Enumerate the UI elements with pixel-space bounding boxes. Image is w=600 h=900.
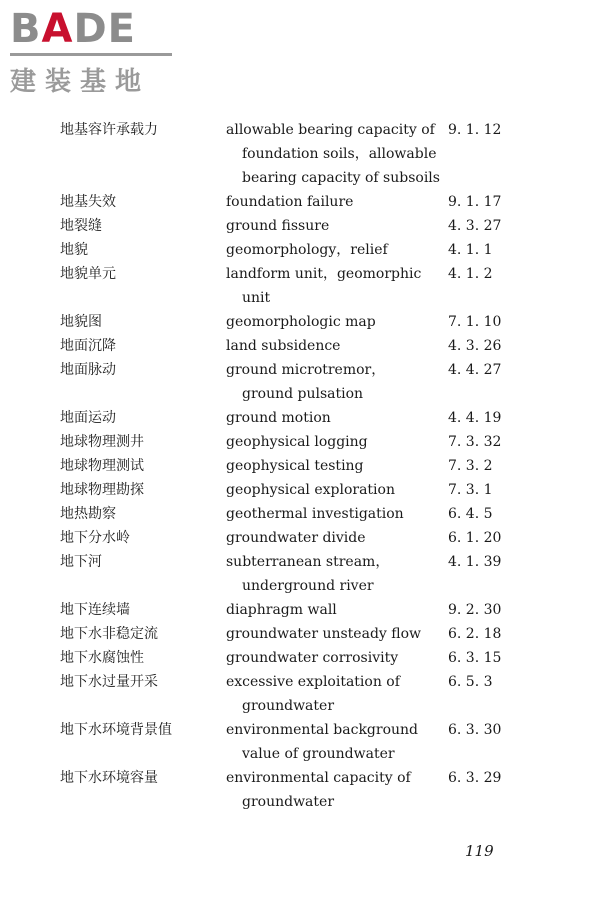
glossary-entry <box>0 502 600 526</box>
brand-logo <box>8 6 178 96</box>
entry-definition <box>226 622 441 646</box>
entry-definition <box>226 454 441 478</box>
entry-definition <box>226 406 441 430</box>
glossary-entry <box>0 526 600 550</box>
definition-line: groundwater unsteady flow <box>226 626 422 642</box>
entry-term: 地貌单元 <box>60 266 116 282</box>
definition-line: ground motion <box>226 410 331 426</box>
definition-line: value of groundwater <box>242 746 395 762</box>
entry-definition <box>226 238 441 262</box>
entry-definition <box>226 358 441 406</box>
entry-definition <box>226 430 441 454</box>
entry-definition <box>226 334 441 358</box>
entry-term: 地面沉降 <box>60 338 116 354</box>
definition-line: foundation soils，allowable <box>242 146 437 162</box>
entry-section-number: 4. 1. 39 <box>448 554 502 570</box>
entry-definition <box>226 190 441 214</box>
entry-section-number: 9. 1. 12 <box>448 122 502 138</box>
glossary-entry <box>0 718 600 766</box>
glossary-entry <box>0 214 600 238</box>
definition-line: geophysical logging <box>226 434 368 450</box>
entry-term: 地貌 <box>60 242 88 258</box>
entry-section-number: 4. 4. 27 <box>448 362 502 378</box>
glossary-entries <box>0 118 600 814</box>
definition-line: diaphragm wall <box>226 602 337 618</box>
entry-section-number: 6. 3. 30 <box>448 722 502 738</box>
entry-section-number: 6. 4. 5 <box>448 506 493 522</box>
definition-line: ground fissure <box>226 218 330 234</box>
glossary-entry <box>0 262 600 310</box>
entry-definition <box>226 526 441 550</box>
entry-term: 地貌图 <box>60 314 102 330</box>
glossary-entry <box>0 430 600 454</box>
entry-definition <box>226 502 441 526</box>
entry-section-number: 6. 5. 3 <box>448 674 493 690</box>
definition-line: allowable bearing capacity of <box>226 122 435 138</box>
definition-line: groundwater corrosivity <box>226 650 399 666</box>
entry-section-number: 6. 3. 15 <box>448 650 502 666</box>
definition-line: geophysical testing <box>226 458 364 474</box>
entry-definition <box>226 598 441 622</box>
glossary-entry <box>0 334 600 358</box>
entry-term: 地下水过量开采 <box>60 674 158 690</box>
entry-definition <box>226 310 441 334</box>
glossary-entry <box>0 670 600 718</box>
entry-definition <box>226 214 441 238</box>
definition-line: groundwater divide <box>226 530 366 546</box>
entry-term: 地裂缝 <box>60 218 102 234</box>
entry-section-number: 6. 1. 20 <box>448 530 502 546</box>
entry-section-number: 4. 1. 2 <box>448 266 493 282</box>
glossary-entry <box>0 550 600 598</box>
definition-line: bearing capacity of subsoils <box>242 170 440 186</box>
definition-line: ground pulsation <box>242 386 364 402</box>
definition-line: groundwater <box>242 794 335 810</box>
entry-definition <box>226 646 441 670</box>
entry-term: 地基失效 <box>60 194 116 210</box>
glossary-entry <box>0 310 600 334</box>
definition-line: excessive exploitation of <box>226 674 400 690</box>
definition-line: unit <box>242 290 271 306</box>
glossary-entry <box>0 118 600 190</box>
entry-section-number: 4. 3. 26 <box>448 338 502 354</box>
entry-term: 地下连续墙 <box>60 602 130 618</box>
logo-divider <box>10 53 172 56</box>
logo-chinese-name: 建装基地 <box>10 67 151 97</box>
entry-section-number: 6. 3. 29 <box>448 770 502 786</box>
definition-line: landform unit，geomorphic <box>226 266 422 282</box>
entry-section-number: 7. 3. 32 <box>448 434 502 450</box>
entry-term: 地球物理测井 <box>60 434 144 450</box>
entry-section-number: 9. 2. 30 <box>448 602 502 618</box>
entry-term: 地热勘察 <box>60 506 116 522</box>
entry-section-number: 7. 3. 2 <box>448 458 493 474</box>
definition-line: geothermal investigation <box>226 506 404 522</box>
glossary-entry <box>0 454 600 478</box>
glossary-entry <box>0 406 600 430</box>
entry-definition <box>226 718 441 766</box>
entry-term: 地下水非稳定流 <box>60 626 158 642</box>
definition-line: geomorphology，relief <box>226 242 388 258</box>
glossary-entry <box>0 478 600 502</box>
entry-definition <box>226 766 441 814</box>
glossary-entry <box>0 766 600 814</box>
entry-definition <box>226 118 441 190</box>
entry-term: 地下河 <box>60 554 102 570</box>
entry-term: 地下水环境容量 <box>60 770 158 786</box>
entry-section-number: 4. 1. 1 <box>448 242 493 258</box>
entry-term: 地球物理测试 <box>60 458 144 474</box>
glossary-entry <box>0 238 600 262</box>
definition-line: geomorphologic map <box>226 314 376 330</box>
logo-wordmark: BADE <box>10 6 136 52</box>
glossary-entry <box>0 190 600 214</box>
entry-definition <box>226 478 441 502</box>
entry-section-number: 4. 3. 27 <box>448 218 502 234</box>
definition-line: ground microtremor， <box>226 362 386 378</box>
entry-section-number: 9. 1. 17 <box>448 194 502 210</box>
entry-definition <box>226 550 441 598</box>
glossary-entry <box>0 598 600 622</box>
page-number: 119 <box>465 842 494 860</box>
entry-definition <box>226 670 441 718</box>
entry-term: 地面运动 <box>60 410 116 426</box>
glossary-entry <box>0 622 600 646</box>
definition-line: geophysical exploration <box>226 482 395 498</box>
entry-term: 地面脉动 <box>60 362 116 378</box>
entry-term: 地下分水岭 <box>60 530 130 546</box>
glossary-entry <box>0 358 600 406</box>
entry-term: 地基容许承载力 <box>60 122 158 138</box>
glossary-entry <box>0 646 600 670</box>
entry-section-number: 6. 2. 18 <box>448 626 502 642</box>
definition-line: underground river <box>242 578 374 594</box>
entry-section-number: 4. 4. 19 <box>448 410 502 426</box>
entry-term: 地球物理勘探 <box>60 482 144 498</box>
entry-term: 地下水环境背景值 <box>60 722 172 738</box>
entry-section-number: 7. 1. 10 <box>448 314 502 330</box>
definition-line: groundwater <box>242 698 335 714</box>
definition-line: subterranean stream， <box>226 554 390 570</box>
entry-section-number: 7. 3. 1 <box>448 482 493 498</box>
entry-term: 地下水腐蚀性 <box>60 650 144 666</box>
definition-line: environmental capacity of <box>226 770 411 786</box>
entry-definition <box>226 262 441 310</box>
definition-line: foundation failure <box>226 194 354 210</box>
definition-line: environmental background <box>226 722 419 738</box>
definition-line: land subsidence <box>226 338 341 354</box>
